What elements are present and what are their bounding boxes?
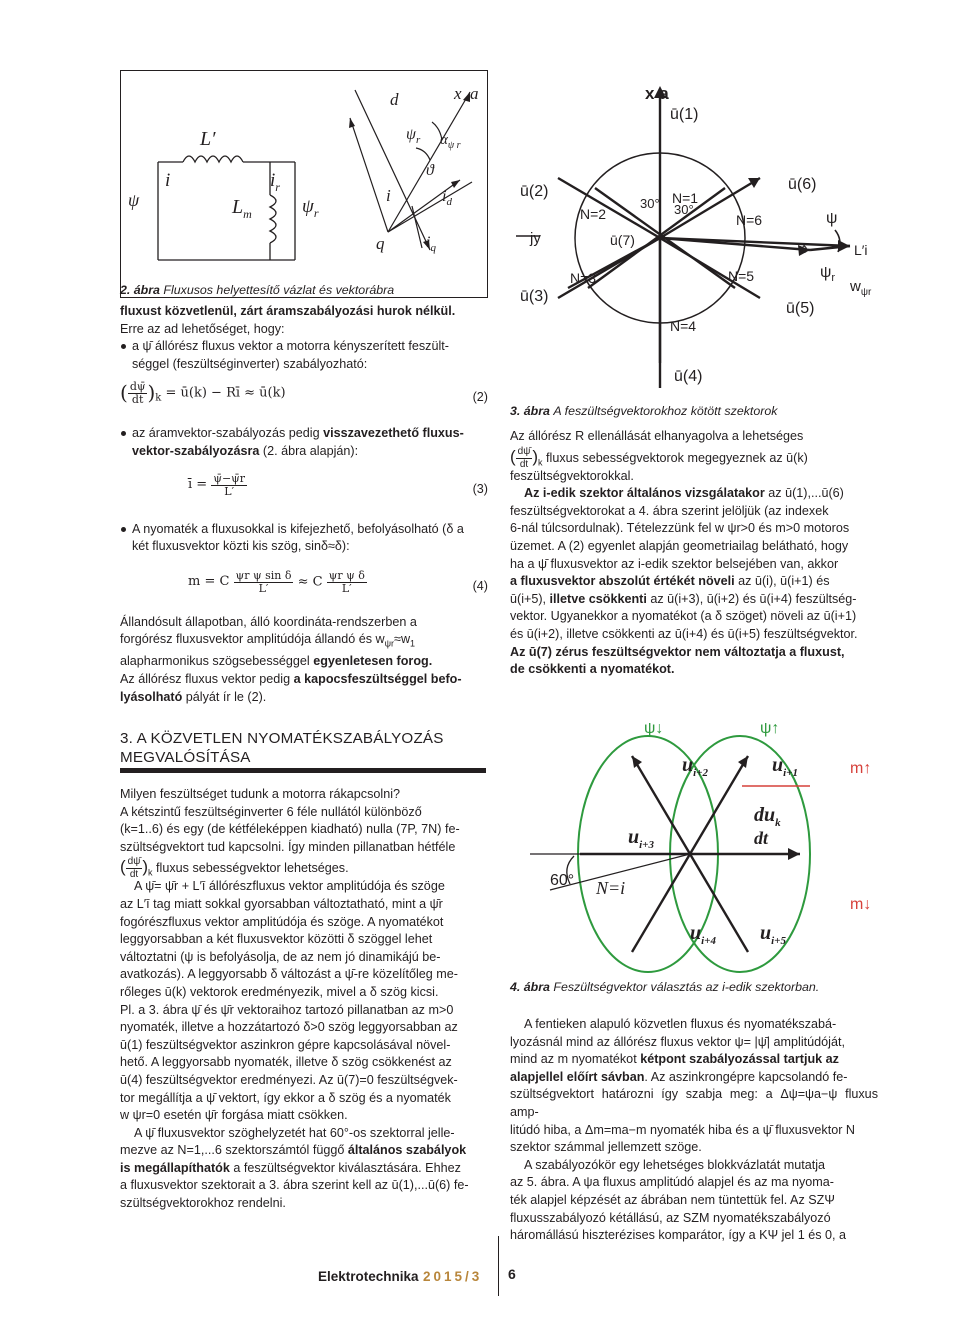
ir-label: $i_r$: [270, 170, 280, 194]
vec-i-label: i: [386, 186, 391, 205]
fig3-u3: ū(3): [520, 288, 549, 305]
figure-3: [510, 78, 890, 396]
u-k-label: $du_k$: [754, 804, 781, 829]
fig3-n4: N=4: [670, 318, 697, 334]
figure-3-caption: 3. ábra A feszültségvektorokhoz kötött szektorok: [510, 404, 778, 418]
fig3-deg2: 30°: [674, 202, 694, 217]
theta-label: ϑ: [426, 162, 434, 179]
m-up-label: m↑: [850, 760, 872, 777]
deg60-label: 60°: [550, 872, 575, 889]
equation-2: ( $\frac{d\psī}{dt}$ )$_k$ = ū(k) − Rī ≈ ū(k) (2): [120, 380, 488, 407]
dt-label: dt: [754, 828, 769, 848]
figure-2-drawing: [120, 70, 488, 298]
fig3-u7: ū(7): [610, 232, 635, 248]
journal-issue: 2015/3: [423, 1269, 483, 1284]
section-3-heading: 3. A KÖZVETLEN NYOMATÉKSZABÁLYOZÁS MEGVALÓSÍTÁSA: [120, 730, 444, 766]
left-column-upper: fluxust közvetlenül, zárt áramszabályozási hurok nélkül. Erre az ad lehetőséget, hogy: a ψ̄ állórész fluxus vektor a motorra kényszerített feszült- séggel (feszültséginverter) szabályozható: ( $\frac{d\psī}{dt}$ )$_k$ = ū(k) − Rī ≈ ū(k) (2) az áramvektor-szabályozás pedig visszavezethető fluxus- vektor-szabályozásra (2. ábra alapján): ī = $\frac{\psī-\psīr}{L'}$ (3) A nyomaték a fluxusokkal is kifejezhető, befolyásolható (δ a két fluxusvektor közti kis szög, sinδ≈δ): m = C $\frac{\text{ψr ψ sin δ}}{L'}$ ≈ C $\frac{\text{ψr ψ δ}}{L'}$ (4) Állandósult állapotban, álló koordináta-rendszerben a forgórész fluxusvektor amplitúdója állandó és $w_{\psi r}\approx w_1$ alapharmonikus szögsebességgel egyenletesen forog. Az állórész fluxus vektor pedig a kapocsfeszültséggel befo- lyásolható pályát ír le (2).: [120, 304, 488, 704]
equation-4: m = C $\frac{\text{ψr ψ sin δ}}{L'}$ ≈ C $\frac{\text{ψr ψ δ}}{L'}$ (4): [188, 568, 488, 595]
figure-4-caption: 4. ábra Feszültségvektor választás az i-edik szektorban.: [510, 980, 820, 994]
u-i5-label: $u_{i+5}$: [760, 922, 786, 947]
id-label: $i_d$: [442, 188, 452, 209]
psi-label: ψ: [128, 190, 140, 210]
fig3-u2: ū(2): [520, 183, 549, 200]
fig3-wpsir: $w_{\psi r}$: [850, 278, 872, 298]
fig3-psir: $\psi_r$: [820, 264, 836, 285]
u-i3-label: $u_{i+3}$: [628, 826, 654, 851]
m-down-label: m↓: [850, 896, 872, 913]
q-axis-label: q: [376, 234, 385, 253]
fig3-u4: ū(4): [674, 368, 703, 385]
n-i-label: N=i: [596, 878, 626, 898]
section-rule: [120, 768, 486, 773]
equation-3: ī = $\frac{\psī-\psīr}{L'}$ (3): [188, 471, 488, 498]
fig3-n3: N=3: [570, 270, 597, 286]
x-axis-label: x: [454, 84, 462, 103]
left-column-lower: Milyen feszültséget tudunk a motorra rákapcsolni? A kétszintű feszültséginverter 6 féle nullától különböző (k=1..6) és egy (de kétféleképpen kiadható) nulla (7P, 7N) fe- szültségvektort tud kapcsolni. Így minden pillanatban hétféle ( $\frac{d\psī}{dt}$ )$_k$ fluxus sebességvektor lehetséges. A ψ̄= ψ̄r + L′ī állórészfluxus vektor amplitúdója és szöge az L′ī tag miatt sokkal gyorsabban változtatható, mint a ψ̄r fogórészfluxus vektor amplitúdója és szöge. A nyomatékot leggyorsabban a két fluxusvektor közötti δ szöggel lehet változtatni (ψ is befolyásolja, de az nem jó dinamikájú be- avatkozás). A leggyorsabb δ változást a ψ̄-re közelítőleg me- rőleges ū(k) vektorok eredményezik, mivel a δ szög kicsi. Pl. a 3. ábra ψ̄ és ψ̄r vektoraihoz tartozó pillanatban az m>0 nyomaték, illetve a hozzátartozó δ>0 szög leggyorsabban az ū(1) feszültségvektor aszinkron gépre kapcsolásával növel- hető. A leggyorsabb nyomaték, illetve δ szög csökkenést az ū(4) feszültségvektor eredményezi. Az ū(7)=0 feszültségvek- tor megállítja a ψ̄ vektort, így ekkor a δ szög és a nyomaték w ψr=0 esetén ψ̄r forgása miatt csökken. A ψ̄ fluxusvektor szöghelyzetét hat 60°-os szektorral jelle- mezve az N=1,...6 szektorszámtól függő általános szabályok is megállapíthatók a feszültségvektor kiválasztására. Ehhez a fluxusvektor szektorait a 3. ábra szerint kell az ū(1),...ū(6) fe- szültségvektorokhoz rendelni.: [120, 787, 469, 1211]
u-i4-label: $u_{i+4}$: [690, 922, 716, 947]
d-axis-label: d: [390, 90, 399, 109]
fig3-deg1: 30°: [640, 196, 660, 211]
l-prime-label: L′: [200, 128, 216, 150]
right-column-upper: Az állórész R ellenállását elhanyagolva a lehetséges ( $\frac{d\psī}{dt}$ )$_k$ fluxus sebességvektorok megegyeznek az ū(k) feszültségvektorokkal. Az i-edik szektor általános vizsgálatakor az ū(1),...ū(6) feszültségvektorokat a 4. ábra szerint jelöljük (az indexek 6-nál túlcsordulnak). Tételezzünk fel w ψr>0 és m>0 motoros üzemet. A (2) egyenlet alapján geometriailag belátható, hogy ha a ψ̄ fluxusvektor az i-edik szektor belsejében van, akkor a fluxusvektor abszolút értékét növeli az ū(i), ū(i+1) és ū(i+5), illetve csökkenti az ū(i+3), ū(i+2) és ū(i+4) feszültség- vektor. Ugyanekkor a nyomatékot (a δ szöget) növeli az ū(i+1) és ū(i+2), illetve csökkenti az ū(i+4) és ū(i+5) feszültségvektor. Az ū(7) zérus feszültségvektor nem változtatja a fluxust, de csökkenti a nyomatékot.: [510, 429, 858, 677]
fig3-u5: ū(5): [786, 300, 815, 317]
fig3-li: L′i: [854, 242, 868, 258]
journal-title: Elektrotechnika: [318, 1269, 419, 1284]
u-i1-label: $u_{i+1}$: [772, 754, 798, 779]
figure-4: [510, 714, 880, 976]
figure-2: [120, 70, 488, 298]
fig3-delta: δ: [800, 240, 808, 256]
figure-2-caption: 2. ábra Fluxusos helyettesítő vázlat és vektorábra: [120, 283, 395, 297]
psi-down-label: ψ↓: [644, 720, 664, 737]
u-i2-label: $u_{i+2}$: [682, 754, 708, 779]
vec-psir-label: $\psi_r$: [406, 126, 421, 147]
right-column-lower: A fentieken alapuló közvetlen fluxus és nyomatékszabá- lyozásnál mind az állórész fluxus vektor ψ= |ψ̄| amplitúdóját, mind az m nyomatékot kétpont szabályozással tartjuk az alapjellel előírt sávban. Az aszinkrongépre kapcsolandó fe- szültségvektort határozni így szabja meg: a Δψ=ψa−ψ fluxus amp- litúdó hiba, a Δm=ma−m nyomaték hiba és a ψ̄ fluxusvektor N szektor számmal jellemzett szöge. A szabályozókör egy lehetséges blokkvázlatát mutatja az 5. ábra. A ψa fluxus amplitúdó alapjel és az ma nyoma- ték alapjel képzését az ábrában nem tüntettük fel. Az SZΨ fluxusszabályozó kétállású, az SZM nyomatékszabályozó háromállású hiszterézises komparátor, így a KΨ jel 1 és 0, a: [510, 1017, 878, 1243]
i-label: i: [165, 170, 171, 191]
fig3-u1: ū(1): [670, 106, 699, 123]
alpha-label: $\alpha_{\psi r}$: [440, 132, 461, 151]
fig3-u6: ū(6): [788, 176, 817, 193]
fig3-n2: N=2: [580, 206, 607, 222]
page-number: 6: [508, 1266, 516, 1282]
lm-label: $L_m$: [232, 196, 252, 221]
fig3-jy: jy: [530, 230, 541, 247]
footer-divider: [498, 1236, 499, 1296]
fig3-n1: N=1: [672, 190, 699, 206]
psi-up-label: ψ↑: [760, 720, 780, 737]
footer: [318, 1268, 482, 1286]
fig3-psi: ψ: [826, 210, 838, 227]
fig3-x-label: x a: [645, 84, 669, 103]
a-axis-label: a: [470, 84, 479, 103]
figure-3-drawing: [510, 78, 890, 396]
psir-label: $\psi_r$: [302, 196, 319, 220]
fig3-n6: N=6: [736, 212, 763, 228]
fig3-n5: N=5: [728, 268, 755, 284]
iq-label: $i_q$: [426, 234, 436, 255]
